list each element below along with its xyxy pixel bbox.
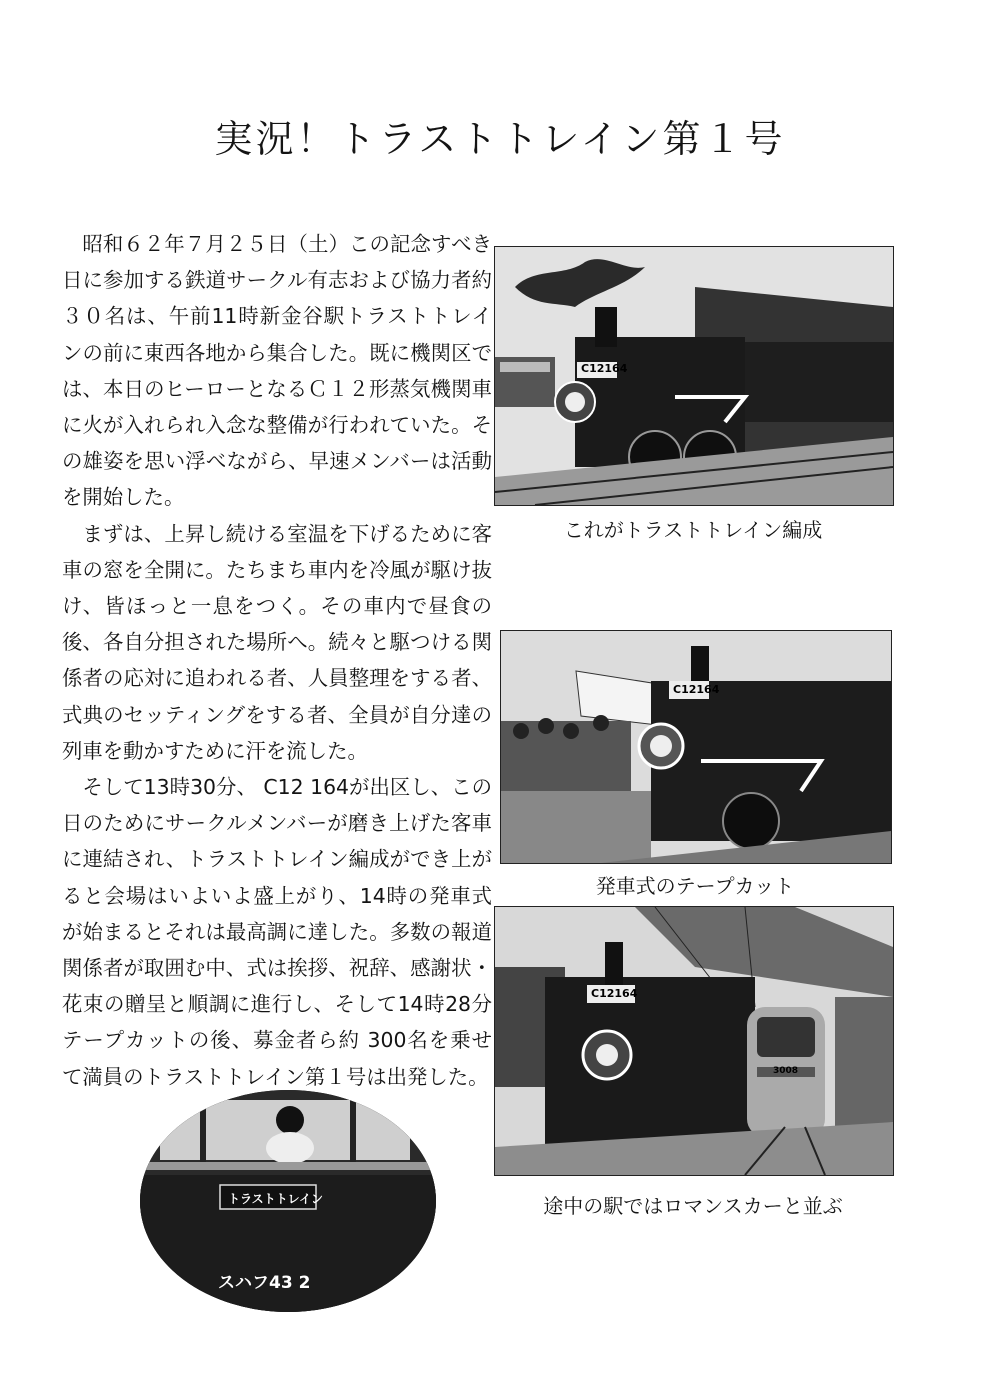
photo-romancecar <box>494 906 894 1176</box>
locomotive-plate: C12164 <box>591 987 638 1000</box>
page-title: 実況！トラストトレイン第１号 <box>214 117 786 161</box>
paragraph-2: まずは、上昇し続ける室温を下げるために客車の窓を全開に。たちまち車内を冷風が駆け抜け、皆ほっと一息をつく。その車内で昼食の後、各自分担された場所へ。続々と駆つける関係者の応対に追われる者、人員整理をする者、式典のセッティングをする者、全員が自分達の列車を動かすために汗を流した。 <box>62 521 492 763</box>
photo-caption-1: これがトラストトレイン編成 <box>563 518 823 542</box>
article-body <box>62 226 492 1095</box>
photo-caption-2: 発車式のテープカット <box>595 874 795 898</box>
locomotive-plate: C12164 <box>581 362 628 375</box>
paragraph-1: 昭和６２年７月２５日（土）この記念すべき日に参加する鉄道サークル有志および協力者約３０名は、午前11時新金谷駅トラストトレインの前に東西各地から集合した。既に機関区では、本日のヒーローとなるＣ１２形蒸気機関車に火が入れられ入念な整備が行われていた。その雄姿を思い浮べながら、早速メンバーは活動を開始した。 <box>62 232 492 510</box>
romancecar-plate: 3008 <box>773 1066 799 1076</box>
paragraph-3: そして13時30分、 C12 164が出区し、この日のためにサークルメンバーが磨き上げた客車に連結され、トラストトレイン編成ができ上がると会場はいよいよ盛上がり、14時の発車式が始まるとそれは最高調に達した。多数の報道関係者が取囲む中、式は挨拶、祝辞、感謝状・花束の贈呈と順調に進行し、そして14時28分テープカットの後、募金者ら約 300名を乗せて満員のトラストトレイン第１号は出発した。 <box>62 775 493 1089</box>
car-number: スハフ43 2 <box>218 1273 311 1293</box>
photo-tape-cut <box>500 630 892 864</box>
photo-caption-3: 途中の駅ではロマンスカーと並ぶ <box>543 1194 843 1218</box>
photo-train-formation <box>494 246 894 506</box>
photo-passenger-car <box>140 1090 436 1312</box>
locomotive-plate: C12164 <box>673 683 720 696</box>
car-sign: トラストトレイン <box>228 1192 324 1206</box>
